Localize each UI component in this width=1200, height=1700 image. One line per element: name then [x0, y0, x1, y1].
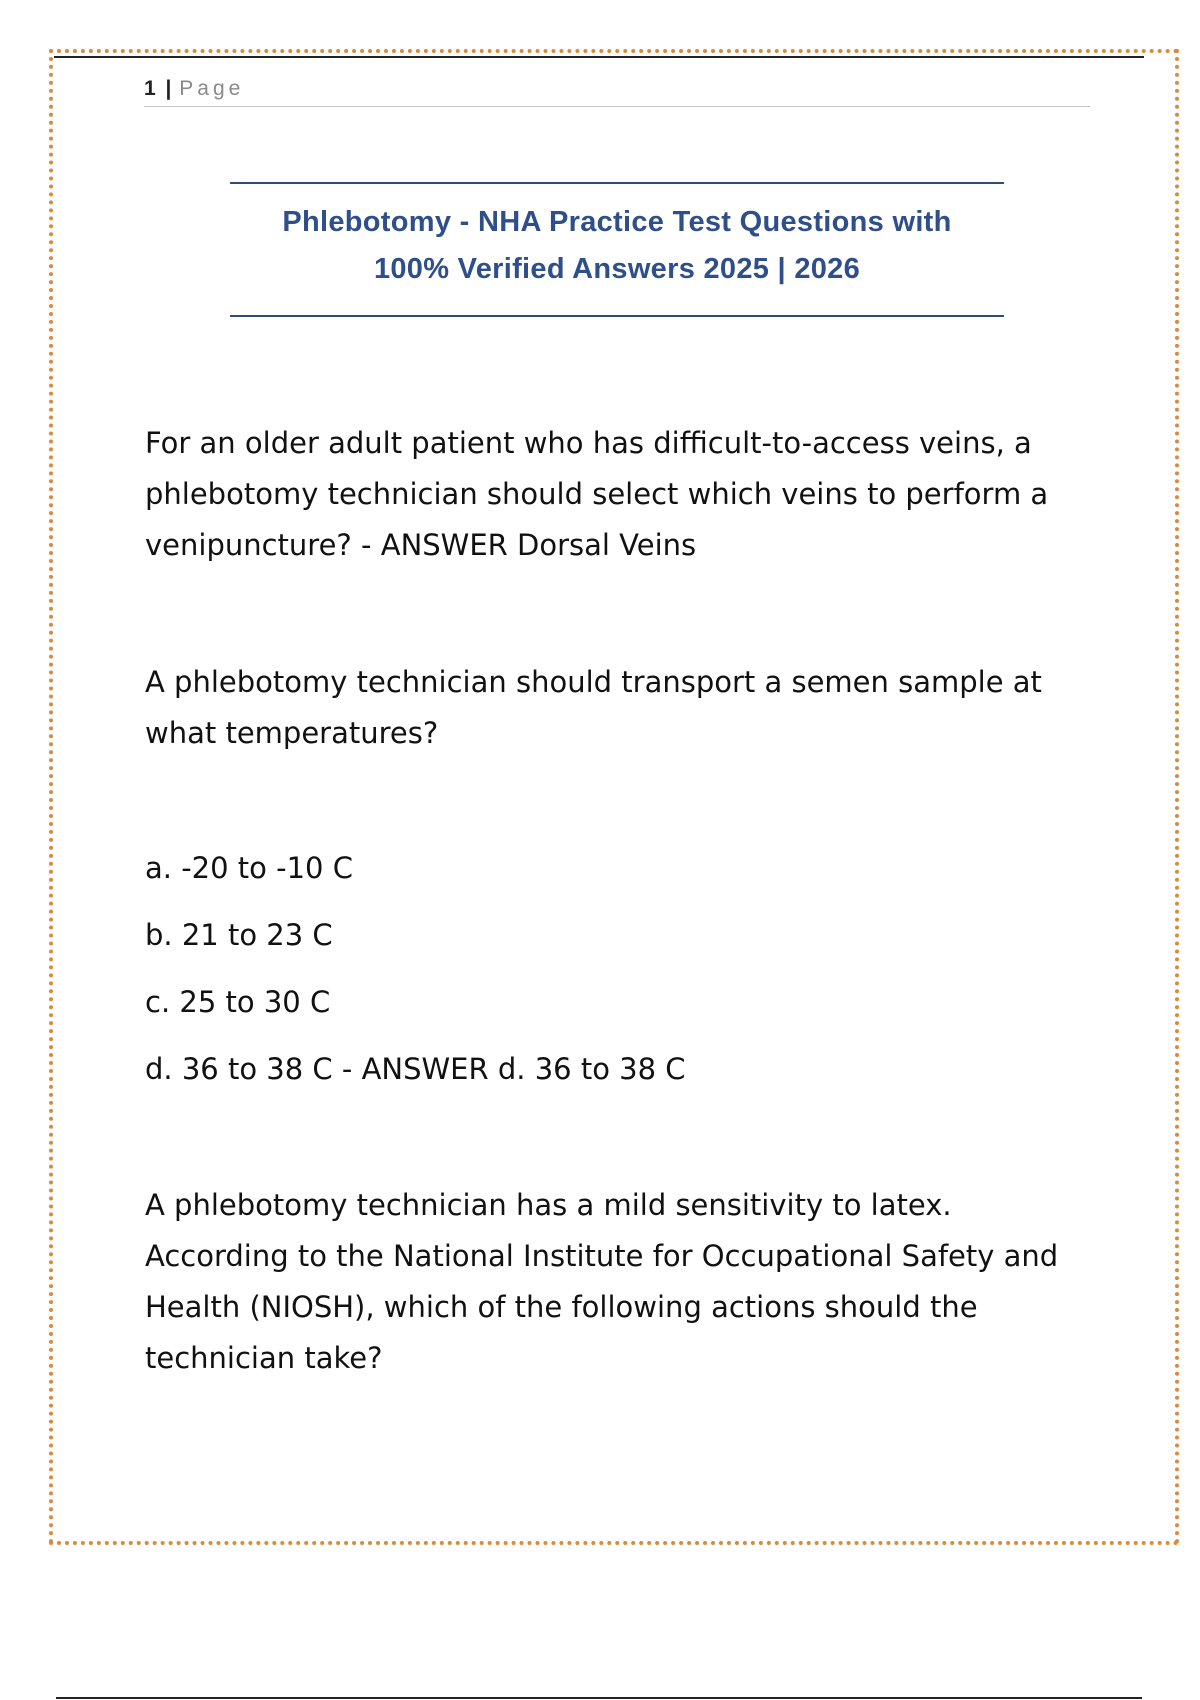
- header-separator: |: [165, 77, 172, 100]
- question-2: A phlebotomy technician should transport a semen sample at what temperatures?: [145, 665, 1042, 750]
- question-3: A phlebotomy technician has a mild sensitivity to latex. According to the National Institute for Occupational Safety and Health (NIOSH), which of the following actions should the technician take?: [145, 1188, 1059, 1375]
- page-number: 1: [144, 77, 156, 100]
- title-rule-top: [230, 182, 1004, 184]
- question-2-option-d: d. 36 to 38 C - ANSWER d. 36 to 38 C: [145, 1052, 686, 1086]
- document-title: [200, 199, 1034, 293]
- page-header: [144, 72, 1090, 107]
- title-line-2: 100% Verified Answers 2025 | 2026: [373, 253, 861, 285]
- question-2-option-b: b. 21 to 23 C: [145, 918, 333, 952]
- title-line-1: Phlebotomy - NHA Practice Test Questions with: [282, 206, 952, 238]
- page-label: Page: [179, 77, 245, 100]
- title-rule-bottom: [230, 315, 1004, 317]
- top-rule: [54, 56, 1144, 58]
- bottom-rule: [56, 1697, 1142, 1699]
- question-2-option-a: a. -20 to -10 C: [145, 851, 353, 885]
- question-1: For an older adult patient who has difficult-to-access veins, a phlebotomy technician should select which veins to perform a venipuncture? - ANSWER Dorsal Veins: [145, 426, 1049, 562]
- question-2-option-c: c. 25 to 30 C: [145, 985, 331, 1019]
